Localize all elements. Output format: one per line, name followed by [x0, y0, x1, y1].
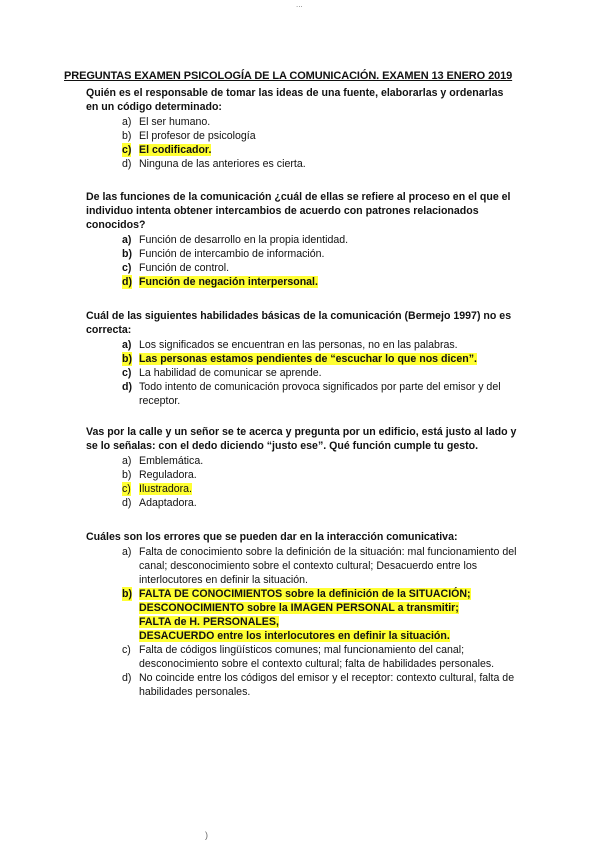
- option-a: a) El ser humano.: [122, 116, 211, 128]
- option-d: d) Ninguna de las anteriores es cierta.: [122, 158, 306, 170]
- options-list: [86, 454, 518, 510]
- question-3: [86, 309, 518, 408]
- options-list: [86, 545, 518, 699]
- option-c-correct: c) Ilustradora.: [122, 483, 192, 495]
- option-a: a) Función de desarrollo en la propia identidad.: [122, 234, 349, 246]
- option-c: c) Falta de códigos lingüísticos comunes; mal funcionamiento del canal; desconocimiento sobre el contexto cultural; falta de habilidades personales.: [122, 644, 495, 670]
- option-b-correct: b) Las personas estamos pendientes de “escuchar lo que nos dicen”.: [122, 353, 477, 365]
- option-b: b) Reguladora.: [122, 469, 197, 481]
- footer-mark: ): [205, 830, 208, 840]
- option-b: b) Función de intercambio de información.: [122, 248, 325, 260]
- question-stem: Cuál de las siguientes habilidades básicas de la comunicación (Bermejo 1997) no es correcta:: [86, 310, 512, 336]
- option-a: a) Emblemática.: [122, 455, 204, 467]
- question-stem: Cuáles son los errores que se pueden dar en la interacción comunicativa:: [86, 531, 458, 543]
- question-4: [86, 425, 518, 510]
- option-c: c) Función de control.: [122, 262, 230, 274]
- option-a: a) Falta de conocimiento sobre la definición de la situación: mal funcionamiento del canal; desconocimiento sobre el contexto cultural; Desacuerdo entre los interlocutores en definir la situación.: [122, 546, 517, 586]
- question-stem: Quién es el responsable de tomar las ideas de una fuente, elaborarlas y ordenarlas en un código determinado:: [86, 87, 504, 113]
- option-c: c) La habilidad de comunicar se aprende.: [122, 367, 322, 379]
- question-5: [86, 530, 518, 699]
- option-d: d) No coincide entre los códigos del emisor y el receptor: contexto cultural, falta de habilidades personales.: [122, 672, 515, 698]
- question-stem: Vas por la calle y un señor se te acerca y pregunta por un edificio, está justo al lado y se lo señalas: con el dedo diciendo “justo ese”. Qué función cumple tu gesto.: [86, 426, 517, 452]
- top-mark: ...: [296, 0, 303, 9]
- option-a: a) Los significados se encuentran en las personas, no en las palabras.: [122, 339, 458, 351]
- question-1: [86, 86, 518, 171]
- option-c-correct: c) El codificador.: [122, 144, 212, 156]
- option-d: d) Todo intento de comunicación provoca significados por parte del emisor y del receptor.: [122, 381, 501, 407]
- options-list: [86, 115, 518, 171]
- option-b-correct: b) FALTA DE CONOCIMIENTOS sobre la definición de la SITUACIÓN; DESCONOCIMIENTO sobre la IMAGEN PERSONAL a transmitir; FALTA de H. PERSONALES, DESACUERDO entre los interlocutores en definir la situación.: [122, 588, 471, 642]
- option-d: d) Adaptadora.: [122, 497, 197, 509]
- option-b: b) El profesor de psicología: [122, 130, 256, 142]
- question-stem: De las funciones de la comunicación ¿cuál de ellas se refiere al proceso en el que el individuo intenta obtener intercambios de acuerdo con patrones relacionados conocidos?: [86, 191, 511, 231]
- options-list: [86, 233, 518, 289]
- question-2: [86, 190, 518, 289]
- options-list: [86, 338, 518, 408]
- option-d-correct: d) Función de negación interpersonal.: [122, 276, 318, 288]
- document-title: PREGUNTAS EXAMEN PSICOLOGÍA DE LA COMUNICACIÓN. EXAMEN 13 ENERO 2019: [64, 70, 513, 82]
